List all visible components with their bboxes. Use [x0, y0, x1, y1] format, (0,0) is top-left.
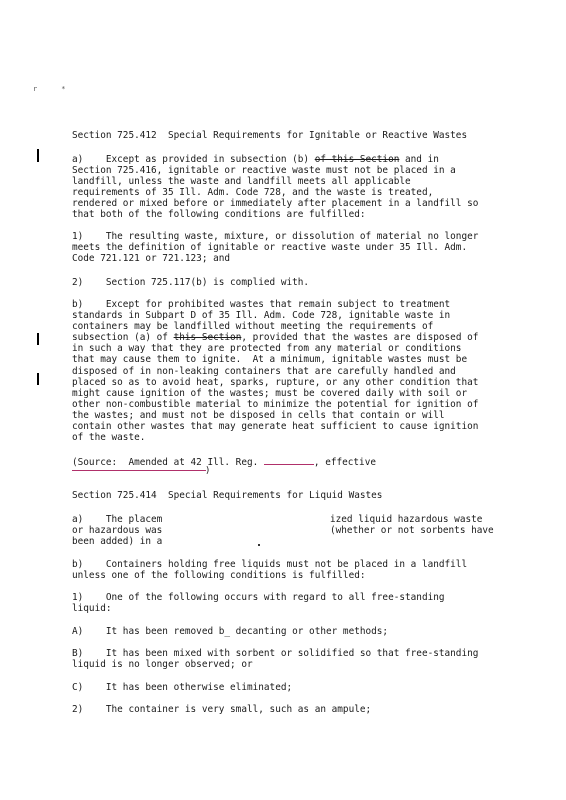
- revision-bar: [37, 373, 39, 385]
- speck: [258, 544, 260, 546]
- section-412-heading: Section 725.412 Special Requirements for Ignitable or Reactive Wastes: [72, 130, 468, 141]
- section-414-b1-C: C) It has been otherwise eliminated;: [72, 682, 293, 693]
- revision-bar: [37, 333, 39, 345]
- struck-text: of this Section: [314, 154, 400, 165]
- revision-bar: [37, 149, 39, 162]
- source-close: ): [205, 466, 211, 476]
- section-412-a2: 2) Section 725.117(b) is complied with.: [72, 277, 310, 288]
- source-note: (Source: Amended at 42 Ill. Reg. , effective: [72, 457, 376, 468]
- section-414-b2: 2) The container is very small, such as an ampule;: [72, 704, 372, 715]
- corner-marks: [33, 84, 89, 95]
- section-414-b1-B: B) It has been mixed with sorbent or solidified so that free-standing liquid is no longer observed; or: [72, 648, 479, 671]
- section-414-heading: Section 725.414 Special Requirements for Liquid Wastes: [72, 490, 383, 501]
- section-414-b1: 1) One of the following occurs with regard to all free-standing liquid:: [72, 592, 445, 615]
- section-412-a: a) Except as provided in subsection (b) of this Section and in Section 725.416, ignitable or reactive waste must not be placed in a landfill, unless the waste and landfill meets all applicable requirements of 35 Ill. Adm. Code 728, and the waste is treated, rendered or mixed before or immediately after placement in a landfill so that both of the following conditions are fulfilled:: [72, 154, 479, 221]
- section-414-b1-A: A) It has been removed b_ decanting or other methods;: [72, 626, 389, 637]
- section-414-b: b) Containers holding free liquids must not be placed in a landfill unless one of the following conditions is fulfilled:: [72, 559, 468, 582]
- section-414-a-right: ized liquid hazardous waste (whether or not sorbents have: [330, 514, 494, 537]
- corner-mark-right: *: [61, 85, 90, 93]
- section-412-b: b) Except for prohibited wastes that remain subject to treatment standards in Subpart D of 35 Ill. Adm. Code 728, ignitable waste in containers may be landfilled without meeting the requirements of subsection (a) of this Section, provided that the wastes are disposed of in such a way that they are protected from any material or conditions that may cause them to ignite. At a minimum, ignitable wastes must be disposed of in non-leaking containers that are carefully handled and placed so as to avoid heat, sparks, rupture, or any other condition that might cause ignition of the wastes; must be covered daily with soil or other non-combustible material to minimize the potential for ignition of the wastes; and must not be disposed in cells that contain or will contain other wastes that may generate heat sufficient to cause ignition of the waste.: [72, 299, 479, 444]
- section-412-a1: 1) The resulting waste, mixture, or dissolution of material no longer meets the definition of ignitable or reactive waste under 35 Ill. Adm. Code 721.121 or 721.123; and: [72, 231, 479, 265]
- section-414-a-left: a) The placem or hazardous was been added) in a: [72, 514, 163, 548]
- blank-line: [264, 464, 314, 465]
- struck-text: this Section: [173, 332, 242, 344]
- corner-mark-left: r: [33, 85, 62, 93]
- blank-line: [72, 470, 206, 471]
